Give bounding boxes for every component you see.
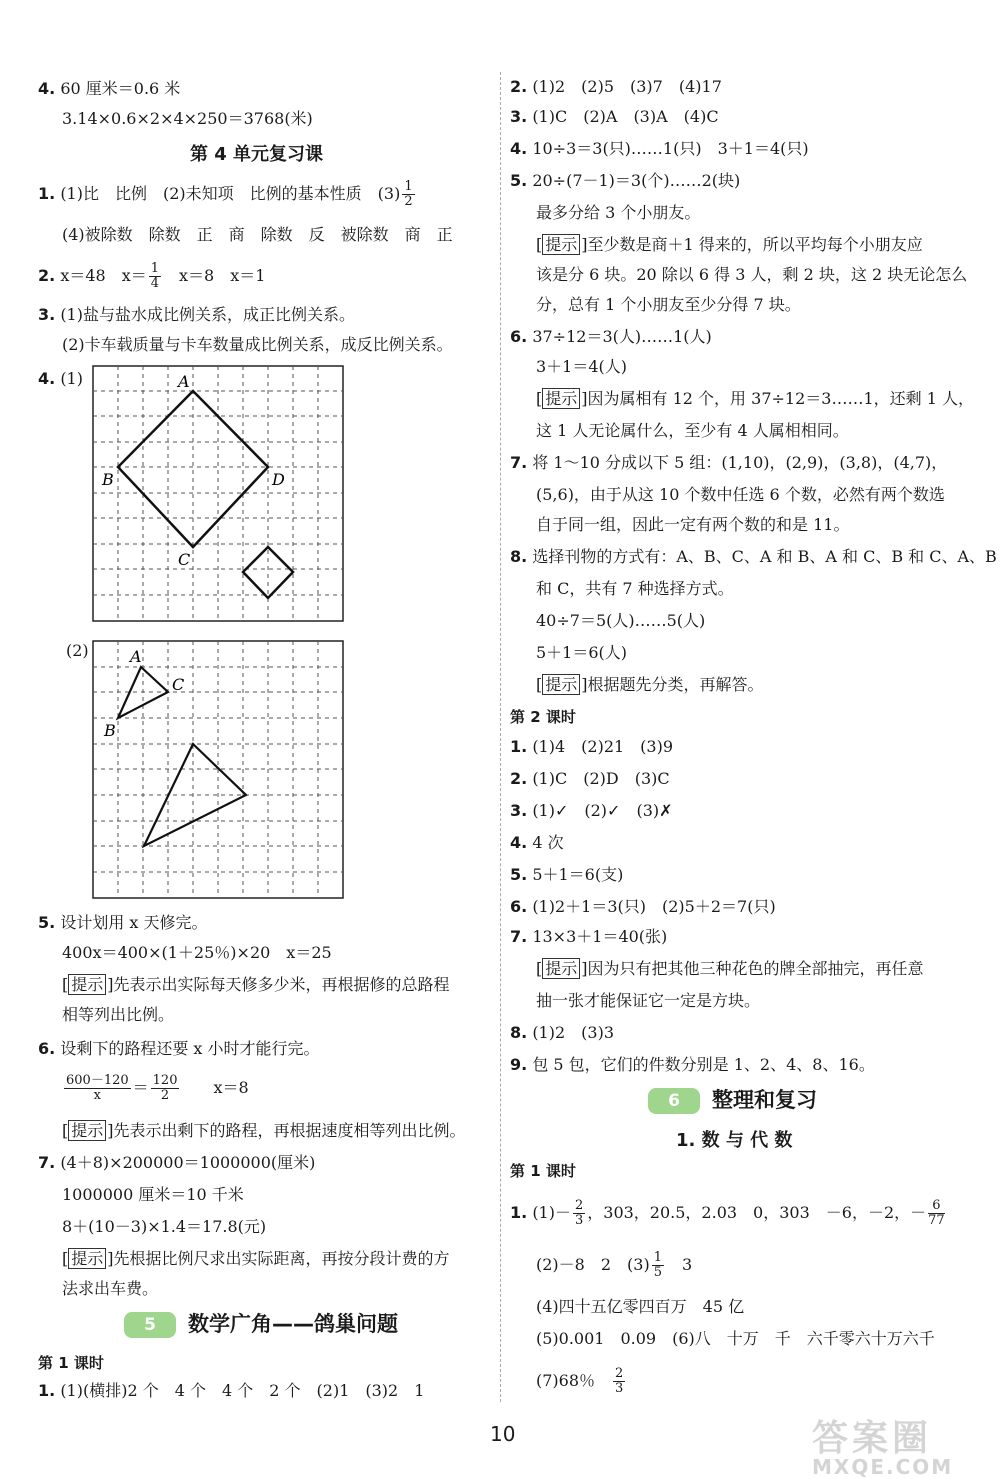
- fraction: $\frac{6}{77}$: [928, 1198, 945, 1228]
- q7-line5: 法求出车费。: [62, 1279, 159, 1298]
- unit-badge: 5: [124, 1312, 176, 1338]
- watermark-url: MXQE.COM: [812, 1455, 954, 1479]
- label-a2: A: [130, 647, 142, 666]
- s1q1-line2: (2)－8 2 (3) $\frac{1}{5}$ 3: [536, 1250, 693, 1280]
- q5-line2: 400x＝400×(1＋25％)×20 x＝25: [62, 943, 332, 962]
- r-lesson1-heading: 第 1 课时: [510, 1162, 576, 1180]
- label-c: C: [178, 550, 191, 569]
- q7-line1: 7. (4＋8)×200000＝1000000(厘米): [38, 1153, 316, 1172]
- page-number: 10: [490, 1422, 516, 1446]
- r-q7-line3: 自于同一组，因此一定有两个数的和是 11。: [536, 515, 850, 534]
- fraction: $\frac{2}{3}$: [574, 1198, 584, 1228]
- fraction: $\frac{2}{3}$: [615, 1366, 624, 1396]
- l2-hint-line: [ 提示 ]因为只有把其他三种花色的牌全部抽完，再任意: [536, 959, 924, 978]
- unit-badge: 6: [648, 1088, 700, 1114]
- r-q6-line1: 6. 37÷12＝3(人)……1(人): [510, 327, 712, 346]
- q1b-line1: 1. (1)(横排)2 个 4 个 4 个 2 个 (2)1 (3)2 1: [38, 1381, 425, 1400]
- r-q7-line1: 7. 将 1～10 分成以下 5 组：(1,10)，(2,9)，(3,8)，(4,7)，: [510, 453, 948, 472]
- q2-fraction: $\frac{1}{4}$: [150, 261, 160, 291]
- l2-q7-line3: 抽一张才能保证它一定是方块。: [536, 991, 761, 1010]
- q4-top-line1: 4. 60 厘米＝0.6 米: [38, 79, 181, 98]
- q7-hint-line: [ 提示 ]先根据比例尺求出实际距离，再按分段计费的方: [62, 1249, 450, 1268]
- hint-tag: 提示: [68, 1248, 106, 1269]
- s1q1-line1: 1. (1)－ $\frac{2}{3}$ ，303，20.5，2.03 0，303 －6，－2，－ $\frac{6}{77}$: [510, 1198, 945, 1228]
- section1-title: 1. 数 与 代 数: [676, 1130, 793, 1151]
- q7-line2: 1000000 厘米＝10 千米: [62, 1185, 244, 1204]
- q6-fraction-1: $\frac{600-120}{x}$: [66, 1073, 129, 1103]
- l2-line-5: 5. 5＋1＝6(支): [510, 865, 624, 884]
- q4-top-line2: 3.14×0.6×2×4×250＝3768(米): [62, 109, 313, 128]
- lesson1-heading: 第 1 课时: [38, 1354, 104, 1372]
- fraction: $\frac{1}{5}$: [653, 1250, 662, 1280]
- l2-line-2: 2. (1)C (2)D (3)C: [510, 769, 670, 788]
- r-q6-line4: 这 1 人无论属什么，至少有 4 人属相相同。: [536, 421, 849, 440]
- q3-line1: 3. (1)盐与盐水成比例关系，成正比例关系。: [38, 305, 355, 324]
- grid-diagram-2: [92, 640, 344, 900]
- r-q8-line3: 40÷7＝5(人)……5(人): [536, 611, 706, 630]
- hint-tag: 提示: [68, 1120, 106, 1141]
- q5-line1: 5. 设计划用 x 天修完。: [38, 913, 208, 932]
- r-line-5: 5. 20÷(7－1)＝3(个)……2(块): [510, 171, 741, 190]
- watermark-text: 答案圈: [812, 1418, 933, 1459]
- l2-line-8: 8. (1)2 (3)3: [510, 1023, 615, 1042]
- watermark-logo: [812, 1410, 992, 1478]
- label-b: B: [102, 470, 114, 489]
- r-line-3: 3. (1)C (2)A (3)A (4)C: [510, 107, 719, 126]
- q1-line1: 1. (1)比 比例 (2)未知项 比例的基本性质 (3) $\frac{1}{2}$: [38, 179, 413, 209]
- grid-diagram-1: [92, 365, 344, 622]
- hint-tag: 提示: [542, 234, 580, 255]
- s1q1-line4: (5)0.001 0.09 (6)八 十万 千 六千零六十万六千: [536, 1329, 935, 1348]
- q6-line1: 6. 设剩下的路程还要 x 小时才能行完。: [38, 1039, 320, 1058]
- r-q5-line4: 该是分 6 块。20 除以 6 得 3 人，剩 2 块，这 2 块无论怎么: [536, 265, 968, 284]
- r-q7-line2: (5,6)，由于从这 10 个数中任选 6 个数，必然有两个数选: [536, 485, 945, 504]
- hint-tag: 提示: [542, 674, 580, 695]
- q6-equation: $\frac{600-120}{x}$ ＝ $\frac{120}{2}$ x＝8: [66, 1073, 249, 1103]
- l2-line-6: 6. (1)2＋1＝3(只) (2)5＋2＝7(只): [510, 897, 776, 916]
- r-q8-line1: 8. 选择刊物的方式有：A、B、C、A 和 B、A 和 C、B 和 C、A、B: [510, 547, 997, 566]
- label-b2: B: [104, 721, 116, 740]
- l2-line-1: 1. (1)4 (2)21 (3)9: [510, 737, 674, 756]
- s1q1-line5: (7)68％ $\frac{2}{3}$: [536, 1366, 624, 1396]
- l2-line-7: 7. 13×3＋1＝40(张): [510, 927, 668, 946]
- hint-tag: 提示: [542, 958, 580, 979]
- q4-part2-label: (2): [66, 641, 89, 660]
- q4-part1-label: 4. (1): [38, 369, 83, 388]
- hint-tag: 提示: [68, 974, 106, 995]
- label-c2: C: [172, 675, 185, 694]
- r-q8-hint-line: [ 提示 ]根据题先分类，再解答。: [536, 675, 764, 694]
- l2-line-3: 3. (1)✓ (2)✓ (3)✗: [510, 801, 673, 820]
- label-d: D: [272, 470, 285, 489]
- r-q8-line4: 5＋1＝6(人): [536, 643, 628, 662]
- hint-tag: 提示: [542, 388, 580, 409]
- r-q5-line2: 最多分给 3 个小朋友。: [536, 203, 701, 222]
- q1-line2: (4)被除数 除数 正 商 除数 反 被除数 商 正: [62, 225, 453, 244]
- q7-line3: 8＋(10－3)×1.4＝17.8(元): [62, 1217, 267, 1236]
- r-q6-line2: 3＋1＝4(人): [536, 357, 628, 376]
- lesson2-heading: 第 2 课时: [510, 708, 576, 726]
- r-q8-line2: 和 C，共有 7 种选择方式。: [536, 579, 734, 598]
- q5-line4: 相等列出比例。: [62, 1005, 175, 1024]
- q3-line2: (2)卡车载质量与卡车数量成比例关系，成反比例关系。: [62, 335, 453, 354]
- q2-line: 2. x＝48 x＝ $\frac{1}{4}$ x＝8 x＝1: [38, 261, 266, 291]
- label-a: A: [178, 372, 190, 391]
- q5-hint-line: [ 提示 ]先表示出实际每天修多少米，再根据修的总路程: [62, 975, 450, 994]
- unit6-title: 6 整理和复习: [648, 1084, 817, 1114]
- r-line-4: 4. 10÷3＝3(只)……1(只) 3＋1＝4(只): [510, 139, 809, 158]
- r-q5-hint-line: [ 提示 ]至少数是商＋1 得来的，所以平均每个小朋友应: [536, 235, 923, 254]
- s1q1-line3: (4)四十五亿零四百万 45 亿: [536, 1297, 745, 1316]
- q1-fraction: $\frac{1}{2}$: [404, 179, 413, 209]
- q6-hint-line: [ 提示 ]先表示出剩下的路程，再根据速度相等列出比例。: [62, 1121, 466, 1140]
- unit4-review-title: 第 4 单元复习课: [190, 144, 324, 165]
- l2-line-9: 9. 包 5 包，它们的件数分别是 1、2、4、8、16。: [510, 1055, 875, 1074]
- r-q5-line5: 分，总有 1 个小朋友至少分得 7 块。: [536, 295, 801, 314]
- l2-line-4: 4. 4 次: [510, 833, 564, 852]
- r-q6-hint-line: [ 提示 ]因为属相有 12 个，用 37÷12＝3……1，还剩 1 人，: [536, 389, 974, 408]
- column-divider: [500, 72, 501, 1402]
- unit5-title: 5 数学广角——鸽巢问题: [124, 1308, 398, 1338]
- r-line-2: 2. (1)2 (2)5 (3)7 (4)17: [510, 77, 722, 96]
- q6-fraction-2: $\frac{120}{2}$: [152, 1073, 178, 1103]
